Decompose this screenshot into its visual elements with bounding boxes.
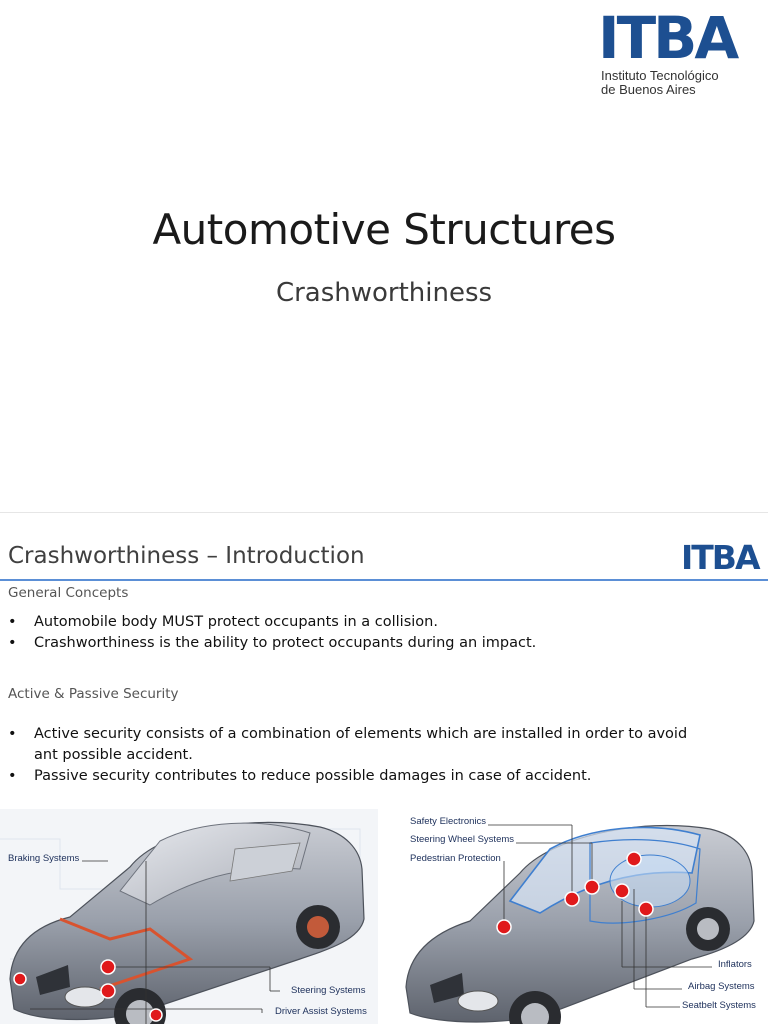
title-divider bbox=[0, 579, 768, 581]
list-item: • Passive security contributes to reduce possible damages in case of accident. bbox=[8, 768, 592, 784]
logo-line-1: Instituto Tecnológico bbox=[601, 68, 719, 83]
list-item: • Crashworthiness is the ability to protect occupants during an impact. bbox=[8, 635, 537, 651]
bullet-text: Crashworthiness is the ability to protect occupants during an impact. bbox=[34, 635, 537, 651]
active-safety-car-image bbox=[0, 809, 378, 1024]
label-seatbelt-systems: Seatbelt Systems bbox=[682, 1000, 756, 1011]
label-steering-systems: Steering Systems bbox=[291, 985, 366, 996]
cover-title: Automotive Structures bbox=[152, 205, 616, 254]
intro-slide bbox=[0, 512, 768, 1024]
bullet-text: Automobile body MUST protect occupants in a collision. bbox=[34, 614, 438, 630]
bullet-text: Active security consists of a combination of elements which are installed in order to avoid ant possible accident. bbox=[34, 726, 688, 763]
label-safety-electronics: Safety Electronics bbox=[410, 816, 487, 827]
label-airbag-systems: Airbag Systems bbox=[688, 981, 755, 992]
passive-safety-car-image bbox=[400, 809, 768, 1024]
general-concepts-list bbox=[8, 612, 708, 654]
logo-small-text: ITBA bbox=[681, 541, 759, 571]
label-driver-assist-systems: Driver Assist Systems bbox=[275, 1006, 367, 1017]
list-item: • Automobile body MUST protect occupants in a collision. bbox=[8, 614, 438, 630]
label-pedestrian-protection: Pedestrian Protection bbox=[410, 853, 501, 864]
label-steering-wheel-systems: Steering Wheel Systems bbox=[410, 834, 515, 845]
section-heading-general: General Concepts bbox=[8, 585, 129, 601]
logo-line-2: de Buenos Aires bbox=[601, 82, 696, 97]
security-list bbox=[8, 724, 708, 787]
itba-logo-small bbox=[681, 541, 763, 571]
itba-logo-mark bbox=[598, 10, 748, 62]
section-heading-security: Active & Passive Security bbox=[8, 686, 179, 702]
cover-subtitle: Crashworthiness bbox=[275, 278, 493, 308]
logo-mark-text: ITBA bbox=[598, 10, 737, 62]
label-braking-systems: Braking Systems bbox=[8, 853, 80, 864]
label-inflators: Inflators bbox=[718, 959, 752, 970]
itba-logo bbox=[598, 10, 748, 100]
list-item: • Active security consists of a combination of elements which are installed in order to avoid ant possible accident. bbox=[8, 726, 688, 763]
slide-title: Crashworthiness – Introduction bbox=[8, 543, 365, 569]
bullet-text: Passive security contributes to reduce possible damages in case of accident. bbox=[34, 768, 592, 784]
